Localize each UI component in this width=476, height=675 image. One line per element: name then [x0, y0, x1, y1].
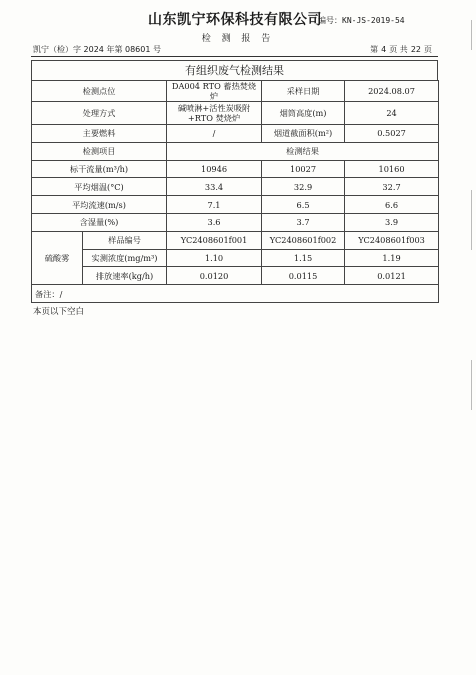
- document-code-value: KN-JS-2019-54: [342, 16, 405, 25]
- scan-edge-mark: [471, 20, 472, 50]
- table-title: 有组织废气检测结果: [31, 60, 438, 80]
- row-label: 标干流量(m³/h): [32, 160, 167, 178]
- table-row: [32, 196, 439, 214]
- row-value: 10946: [167, 160, 262, 178]
- fuel-value: /: [167, 125, 262, 143]
- date-label: 采样日期: [262, 81, 345, 102]
- acid-mist-group-label: 硫酸雾: [32, 231, 83, 284]
- row-label: 含湿量(%): [32, 213, 167, 231]
- stack-height-label: 烟筒高度(m): [262, 102, 345, 125]
- table-row: [32, 213, 439, 231]
- date-value: 2024.08.07: [345, 81, 439, 102]
- emission-rate-value: 0.0115: [262, 267, 345, 285]
- table-row: [32, 81, 439, 102]
- table-row: [32, 178, 439, 196]
- concentration-value: 1.15: [262, 249, 345, 267]
- page-current: 4: [381, 45, 387, 54]
- page-suffix: 页: [424, 45, 432, 54]
- sample-id: YC2408601f002: [262, 231, 345, 249]
- fuel-label: 主要燃料: [32, 125, 167, 143]
- table-row: [32, 142, 439, 160]
- header-rule: [31, 56, 438, 57]
- document-code: [318, 15, 405, 26]
- page-middle: 页 共: [389, 45, 408, 54]
- sample-id: YC2408601f001: [167, 231, 262, 249]
- table-row: [32, 231, 439, 249]
- page-number: [370, 44, 432, 55]
- row-value: 33.4: [167, 178, 262, 196]
- page-total: 22: [410, 45, 421, 54]
- table-row: [32, 267, 439, 285]
- company-name: 山东凯宁环保科技有限公司: [148, 12, 322, 28]
- table-row: [32, 102, 439, 125]
- results-table: [31, 80, 439, 303]
- concentration-label: 实测浓度(mg/m³): [83, 249, 167, 267]
- row-value: 3.9: [345, 213, 439, 231]
- scan-edge-mark: [471, 360, 472, 410]
- document-code-label: 编号：: [318, 16, 342, 25]
- concentration-value: 1.19: [345, 249, 439, 267]
- row-label: 平均流速(m/s): [32, 196, 167, 214]
- table-row: [32, 249, 439, 267]
- table-row: [32, 285, 439, 303]
- row-value: 10160: [345, 160, 439, 178]
- table-row: [32, 125, 439, 143]
- row-label: 平均烟温(°C): [32, 178, 167, 196]
- row-value: 32.9: [262, 178, 345, 196]
- report-number: 凯宁（检）字 2024 年第 08601 号: [33, 45, 161, 54]
- remark: 备注：/: [32, 285, 439, 303]
- page-prefix: 第: [370, 45, 379, 54]
- row-value: 32.7: [345, 178, 439, 196]
- emission-rate-value: 0.0120: [167, 267, 262, 285]
- flue-area-label: 烟道截面积(m²): [262, 125, 345, 143]
- point-value: DA004 RTO 蓄热焚烧炉: [167, 81, 262, 102]
- concentration-value: 1.10: [167, 249, 262, 267]
- flue-area-value: 0.5027: [345, 125, 439, 143]
- row-value: 10027: [262, 160, 345, 178]
- point-label: 检测点位: [32, 81, 167, 102]
- sample-id-label: 样品编号: [83, 231, 167, 249]
- results-header: 检测结果: [167, 142, 439, 160]
- blank-below-note: 本页以下空白: [33, 307, 85, 317]
- row-value: 6.5: [262, 196, 345, 214]
- sample-id: YC2408601f003: [345, 231, 439, 249]
- emission-rate-value: 0.0121: [345, 267, 439, 285]
- row-value: 7.1: [167, 196, 262, 214]
- row-value: 6.6: [345, 196, 439, 214]
- row-value: 3.6: [167, 213, 262, 231]
- treatment-label: 处理方式: [32, 102, 167, 125]
- treatment-value: 碱喷淋+活性炭吸附+RTO 焚烧炉: [167, 102, 262, 125]
- emission-rate-label: 排放速率(kg/h): [83, 267, 167, 285]
- scan-edge-mark: [471, 190, 472, 250]
- row-value: 3.7: [262, 213, 345, 231]
- stack-height-value: 24: [345, 102, 439, 125]
- items-header: 检测项目: [32, 142, 167, 160]
- report-subtitle: 检 测 报 告: [201, 34, 275, 44]
- table-row: [32, 160, 439, 178]
